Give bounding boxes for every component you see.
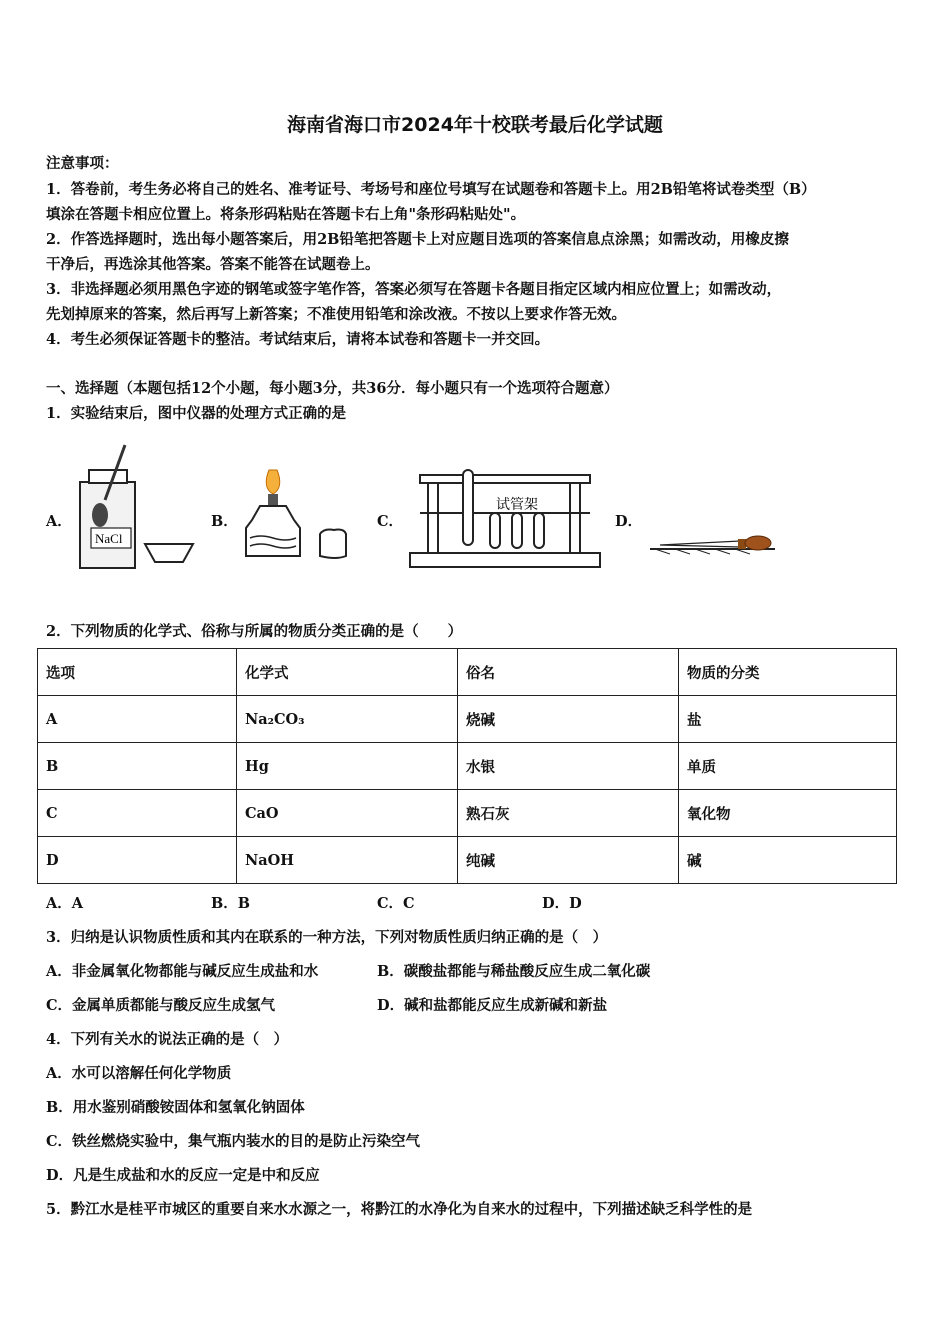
table-row: [38, 743, 897, 790]
q4-option-b: B．用水鉴别硝酸铵固体和氢氧化钠固体: [46, 1099, 305, 1116]
question-4-stem: 4．下列有关水的说法正确的是（ ）: [46, 1031, 289, 1048]
table-cell: D: [38, 837, 237, 884]
table-cell: 单质: [679, 743, 897, 790]
table-cell: 盐: [679, 696, 897, 743]
question-1-stem: 1．实验结束后，图中仪器的处理方式正确的是: [46, 405, 347, 422]
nacl-label: NaCl: [95, 531, 123, 546]
table-cell: 氧化物: [679, 790, 897, 837]
table-cell: C: [38, 790, 237, 837]
notice-heading: 注意事项：: [46, 155, 119, 172]
table-cell: A: [38, 696, 237, 743]
notice-line: 4．考生必须保证答题卡的整洁。考试结束后，请将本试卷和答题卡一并交回。: [46, 331, 550, 348]
notice-line: 2．作答选择题时，选出每小题答案后，用2B铅笔把答题卡上对应题目选项的答案信息点涂黑；如需改动，用橡皮擦: [46, 231, 789, 248]
table-cell: CaO: [237, 790, 458, 837]
table-cell: Na₂CO₃: [237, 696, 458, 743]
question-5-stem: 5．黔江水是桂平市城区的重要自来水水源之一，将黔江的水净化为自来水的过程中，下列描述缺乏科学性的是: [46, 1201, 753, 1218]
page-title: 海南省海口市2024年十校联考最后化学试题: [287, 114, 663, 136]
figure-c-test-tube-rack: [408, 465, 603, 575]
q1-label-a: A．: [46, 513, 72, 530]
q4-option-c: C．铁丝燃烧实验中，集气瓶内装水的目的是防止污染空气: [46, 1133, 421, 1150]
table-header-row: [38, 649, 897, 696]
table-cell: 碱: [679, 837, 897, 884]
notice-line: 1．答卷前，考生务必将自己的姓名、准考证号、考场号和座位号填写在试题卷和答题卡上。用2B铅笔将试卷类型（B）: [46, 181, 816, 198]
table-cell: Hg: [237, 743, 458, 790]
figure-b-alcohol-lamp: [238, 468, 358, 568]
table-cell: 水银: [458, 743, 679, 790]
table-cell: 熟石灰: [458, 790, 679, 837]
figure-d-dropper: [650, 530, 780, 555]
q1-label-b: B．: [211, 513, 238, 530]
table-cell: 烧碱: [458, 696, 679, 743]
q3-option-b: B．碳酸盐都能与稀盐酸反应生成二氧化碳: [377, 963, 651, 980]
q4-option-a: A．水可以溶解任何化学物质: [46, 1065, 232, 1082]
table-header: 俗名: [458, 649, 679, 696]
q2-option-c: C．C: [377, 895, 415, 912]
q2-option-b: B．B: [211, 895, 251, 912]
q4-option-d: D．凡是生成盐和水的反应一定是中和反应: [46, 1167, 320, 1184]
question-2-stem: 2．下列物质的化学式、俗称与所属的物质分类正确的是（ ）: [46, 623, 463, 640]
notice-line: 填涂在答题卡相应位置上。将条形码粘贴在答题卡右上角"条形码粘贴处"。: [46, 206, 526, 223]
q2-option-d: D．D: [542, 895, 582, 912]
q2-option-a: A．A: [46, 895, 84, 912]
q3-option-d: D．碱和盐都能反应生成新碱和新盐: [377, 997, 608, 1014]
section-heading: 一、选择题（本题包括12个小题，每小题3分，共36分．每小题只有一个选项符合题意）: [46, 380, 619, 397]
rack-label: 试管架: [496, 497, 538, 513]
q3-option-a: A．非金属氧化物都能与碱反应生成盐和水: [46, 963, 319, 980]
figure-a-reagent-bottle: [75, 440, 200, 575]
notice-line: 3．非选择题必须用黑色字迹的钢笔或签字笔作答，答案必须写在答题卡各题目指定区域内相应位置上；如需改动，: [46, 281, 782, 298]
q1-label-d: D．: [615, 513, 643, 530]
table-row: [38, 696, 897, 743]
q2-table: [37, 648, 897, 884]
table-header: 化学式: [237, 649, 458, 696]
table-cell: NaOH: [237, 837, 458, 884]
question-3-stem: 3．归纳是认识物质性质和其内在联系的一种方法，下列对物质性质归纳正确的是（ ）: [46, 929, 608, 946]
q3-option-c: C．金属单质都能与酸反应生成氢气: [46, 997, 276, 1014]
q1-label-c: C．: [377, 513, 404, 530]
table-row: [38, 837, 897, 884]
table-cell: 纯碱: [458, 837, 679, 884]
table-header: 物质的分类: [679, 649, 897, 696]
notice-line: 先划掉原来的答案，然后再写上新答案；不准使用铅笔和涂改液。不按以上要求作答无效。: [46, 306, 626, 323]
table-cell: B: [38, 743, 237, 790]
notice-line: 干净后，再选涂其他答案。答案不能答在试题卷上。: [46, 256, 380, 273]
table-row: [38, 790, 897, 837]
table-header: 选项: [38, 649, 237, 696]
